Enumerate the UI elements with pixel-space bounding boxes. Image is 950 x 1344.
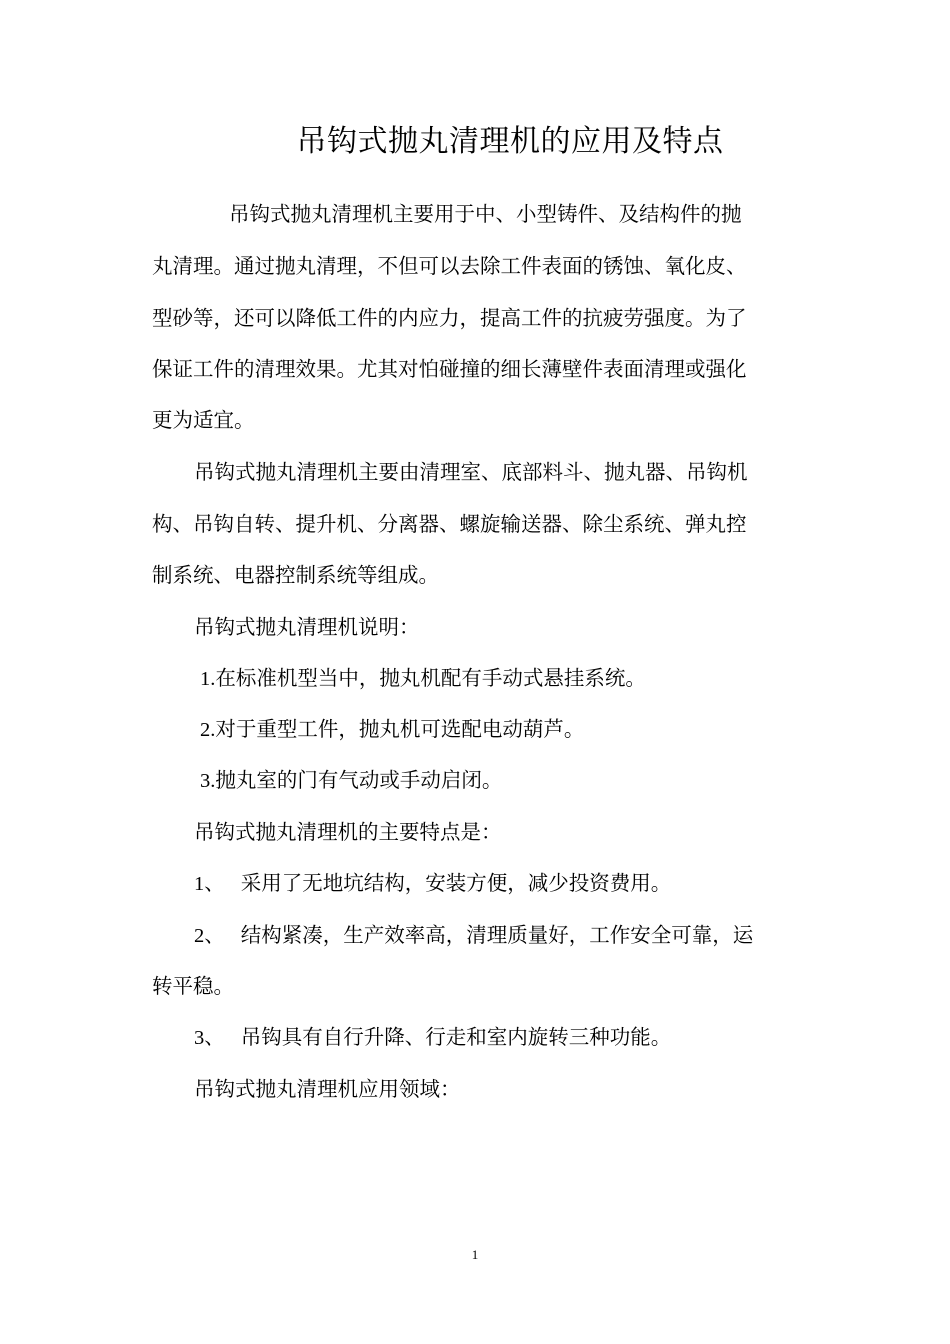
p1-line-4: 保证工件的清理效果。尤其对怕碰撞的细长薄壁件表面清理或强化 [152,357,747,381]
document-title: 吊钩式抛丸清理机的应用及特点 [296,124,724,159]
feature-2-text-line-2: 转平稳。 [152,974,234,998]
p1-line-2: 丸清理。通过抛丸清理，不但可以去除工件表面的锈蚀、氧化皮、 [152,254,747,278]
feature-2-text-line-1: 结构紧凑，生产效率高，清理质量好，工作安全可靠，运 [240,923,754,947]
feature-2-number: 2、 [194,925,225,947]
p2-line-2: 构、吊钩自转、提升机、分离器、螺旋输送器、除尘系统、弹丸控 [152,512,747,536]
desc-item-3-text: 抛丸室的门有气动或手动启闭。 [215,768,503,792]
desc-item-2-text: 对于重型工件，抛丸机可选配电动葫芦。 [215,717,585,741]
p1-line-3: 型砂等，还可以降低工件的内应力，提高工件的抗疲劳强度。为了 [152,306,747,330]
p1-line-1: 吊钩式抛丸清理机主要用于中、小型铸件、及结构件的抛 [229,202,742,226]
feature-1-text: 采用了无地坑结构，安装方便，减少投资费用。 [240,871,672,895]
desc-item-3 [200,765,502,796]
desc-item-3-number: 3. [200,770,216,792]
features-heading: 吊钩式抛丸清理机的主要特点是： [194,820,502,844]
page-number: 1 [471,1247,479,1262]
desc-item-1-text: 在标准机型当中，抛丸机配有手动式悬挂系统。 [215,666,646,690]
p2-line-1: 吊钩式抛丸清理机主要由清理室、底部料斗、抛丸器、吊钩机 [194,460,748,484]
desc-item-2 [200,714,584,745]
feature-3-text: 吊钩具有自行升降、行走和室内旋转三种功能。 [240,1025,672,1049]
desc-item-1 [200,663,646,694]
p2-line-3: 制系统、电器控制系统等组成。 [152,563,439,587]
feature-1-number: 1、 [194,873,225,895]
desc-item-2-number: 2. [200,719,216,741]
feature-3-number: 3、 [194,1027,225,1049]
feature-2 [194,920,753,951]
desc-item-1-number: 1. [200,668,216,690]
feature-3 [194,1022,671,1053]
desc-heading: 吊钩式抛丸清理机说明： [194,615,420,639]
feature-1 [194,868,671,899]
p1-line-5: 更为适宜。 [152,408,255,432]
applications-heading: 吊钩式抛丸清理机应用领域： [194,1077,461,1101]
